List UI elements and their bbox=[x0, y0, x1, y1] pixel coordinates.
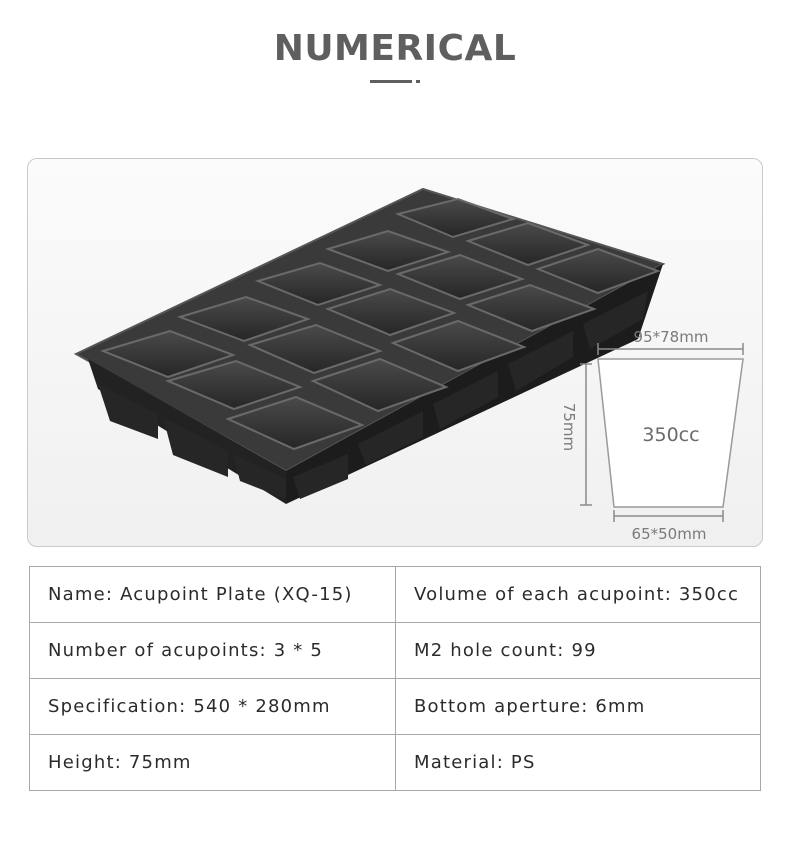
product-photo-panel bbox=[27, 158, 763, 547]
spec-volume: Volume of each acupoint: 350cc bbox=[396, 567, 761, 623]
bottom-dimension-label: 65*50mm bbox=[631, 525, 707, 543]
tray-illustration bbox=[28, 159, 762, 546]
title-underline bbox=[370, 80, 412, 83]
spec-material: Material: PS bbox=[396, 735, 761, 791]
spec-bottom-aperture: Bottom aperture: 6mm bbox=[396, 679, 761, 735]
spec-acupoint-count: Number of acupoints: 3 * 5 bbox=[30, 623, 396, 679]
page-title: NUMERICAL bbox=[273, 28, 517, 69]
spec-hole-count: M2 hole count: 99 bbox=[396, 623, 761, 679]
table-row bbox=[30, 735, 761, 791]
spec-size: Specification: 540 * 280mm bbox=[30, 679, 396, 735]
spec-height: Height: 75mm bbox=[30, 735, 396, 791]
specification-table bbox=[29, 566, 761, 791]
spec-name: Name: Acupoint Plate (XQ-15) bbox=[30, 567, 396, 623]
table-row bbox=[30, 623, 761, 679]
title-underline-dot bbox=[416, 80, 420, 83]
volume-label: 350cc bbox=[642, 424, 700, 446]
height-dimension-label: 75mm bbox=[560, 402, 578, 452]
top-dimension-label: 95*78mm bbox=[633, 328, 709, 346]
table-row bbox=[30, 567, 761, 623]
table-row bbox=[30, 679, 761, 735]
